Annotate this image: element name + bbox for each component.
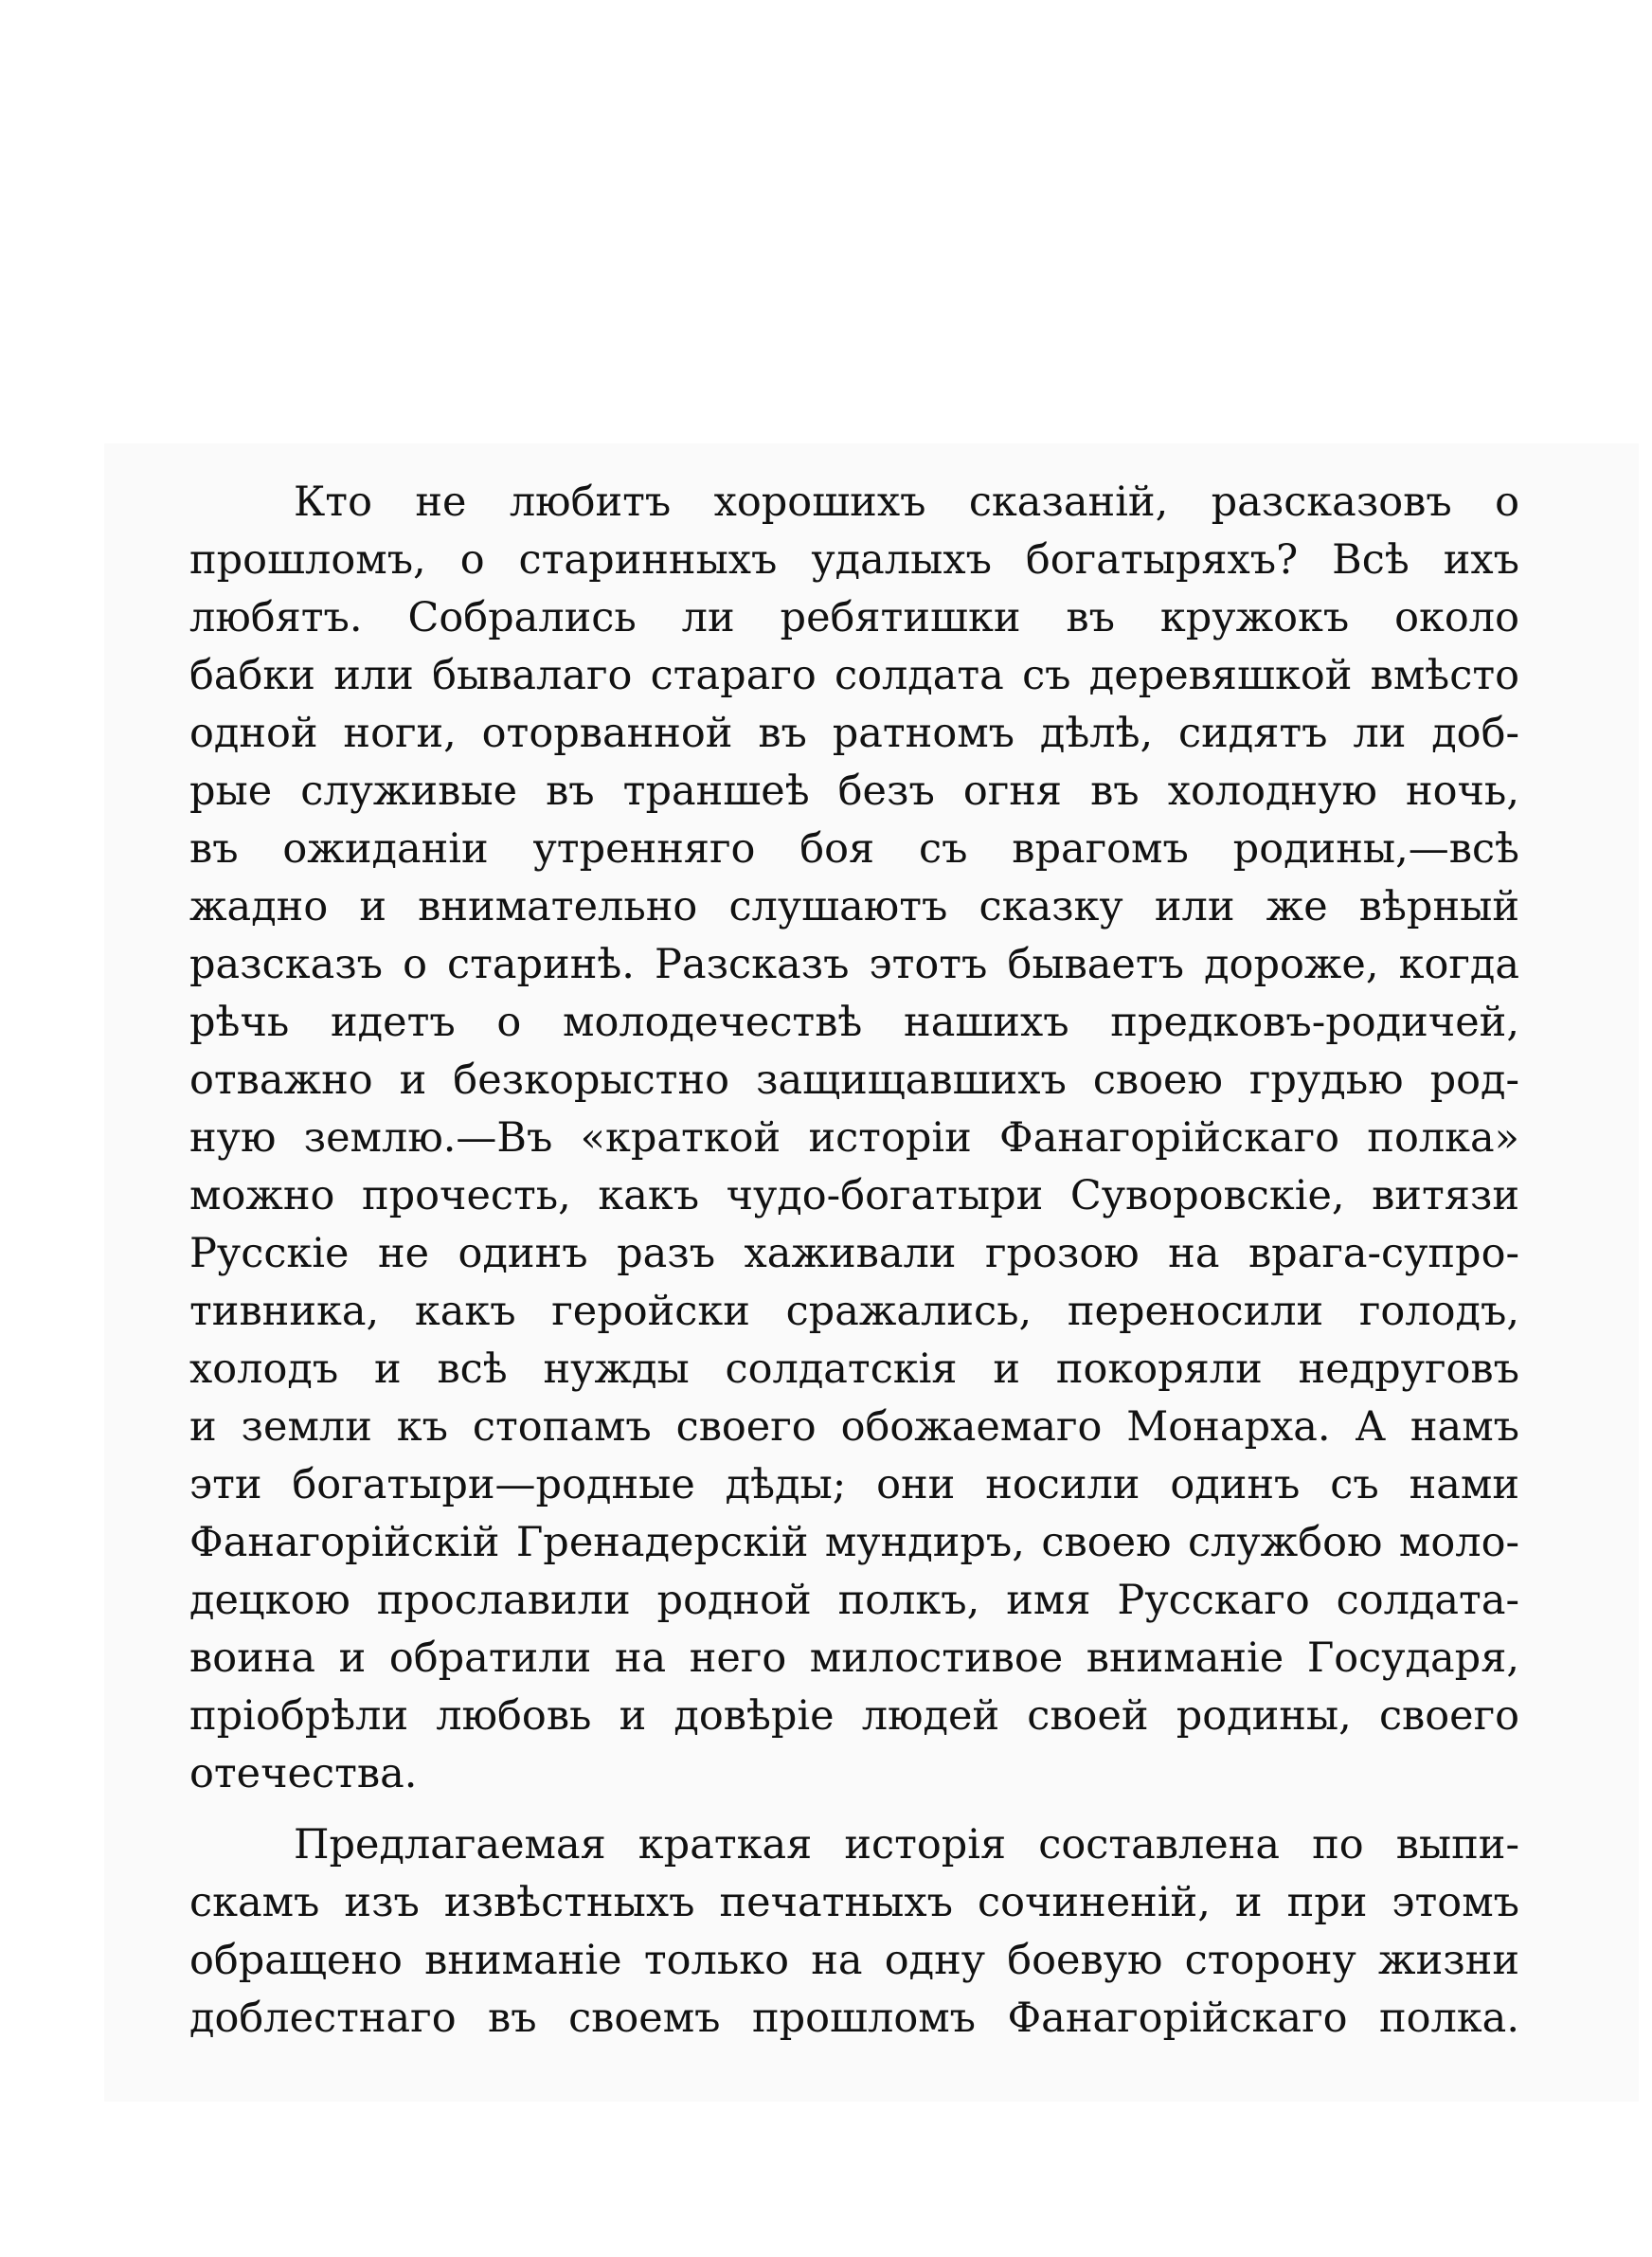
text-line: доблестнаго въ своемъ прошломъ Фанагорійскаго полка. [189,1995,1519,2042]
text-line: Кто не любитъ хорошихъ сказаній, разсказовъ о [294,478,1519,526]
text-line: ную землю.—Въ «краткой исторіи Фанагорійскаго полка» [189,1114,1519,1162]
text-line: обращено вниманіе только на одну боевую сторону жизни [189,1937,1519,1984]
text-line: бабки или бывалаго стараго солдата съ деревяшкой вмѣсто [189,652,1519,699]
text-line: прошломъ, о старинныхъ удалыхъ богатыряхъ? Всѣ ихъ [189,536,1519,584]
text-line: децкою прославили родной полкъ, имя Русскаго солдата- [189,1577,1519,1624]
text-line: Предлагаемая краткая исторія составлена по выпи- [294,1821,1519,1869]
paragraph-1 [189,474,1519,1803]
text-line: отечества. [189,1750,418,1797]
text-line: въ ожиданіи утренняго боя съ врагомъ родины,—всѣ [189,825,1519,873]
text-line: рѣчь идетъ о молодечествѣ нашихъ предковъ-родичей, [189,999,1519,1046]
text-line: разсказъ о старинѣ. Разсказъ этотъ бываетъ дороже, когда [189,941,1519,988]
text-line: тивника, какъ геройски сражались, переносили голодъ, [189,1288,1519,1335]
text-line: скамъ изъ извѣстныхъ печатныхъ сочиненій, и при этомъ [189,1879,1519,1926]
text-line: рые служивые въ траншеѣ безъ огня въ холодную ночь, [189,767,1519,815]
text-line: жадно и внимательно слушаютъ сказку или же вѣрный [189,883,1519,930]
text-line: холодъ и всѣ нужды солдатскія и покоряли недруговъ [189,1345,1519,1393]
text-line: пріобрѣли любовь и довѣріе людей своей родины, своего [189,1692,1519,1740]
paragraph-2 [189,1816,1519,2048]
text-line: Русскіе не одинъ разъ хаживали грозою на врага-супро- [189,1230,1519,1277]
text-line: воина и обратили на него милостивое вниманіе Государя, [189,1634,1519,1682]
text-line: эти богатыри—родные дѣды; они носили одинъ съ нами [189,1461,1519,1508]
text-line: одной ноги, оторванной въ ратномъ дѣлѣ, сидятъ ли доб- [189,710,1519,757]
text-body [189,474,1519,2048]
text-line: любятъ. Собрались ли ребятишки въ кружокъ около [189,594,1519,641]
text-line: отважно и безкорыстно защищавшихъ своею грудью род- [189,1056,1519,1104]
text-line: можно прочесть, какъ чудо-богатыри Суворовскіе, витязи [189,1172,1519,1219]
text-line: и земли къ стопамъ своего обожаемаго Монарха. А намъ [189,1403,1519,1451]
text-line: Фанагорійскій Гренадерскій мундиръ, своею службою моло- [189,1519,1519,1566]
